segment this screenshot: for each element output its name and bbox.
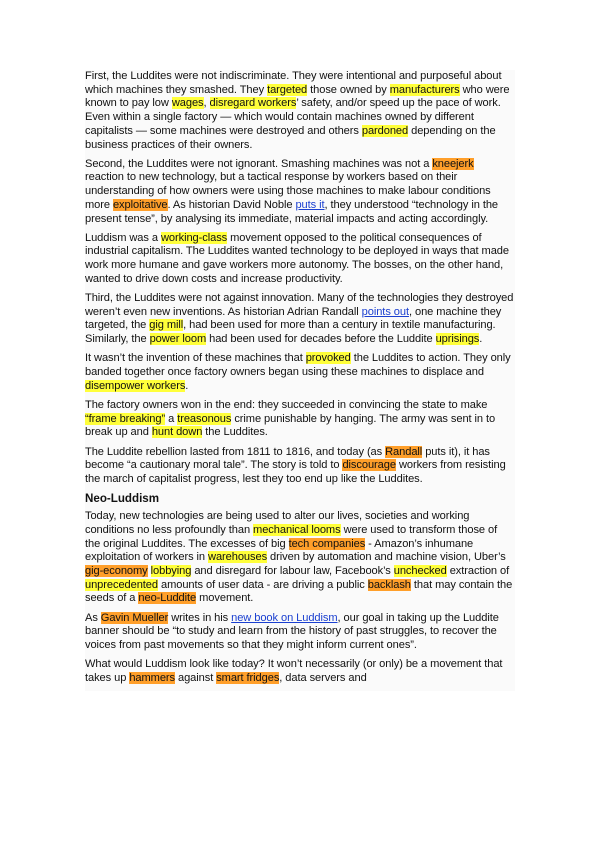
text: reaction to new technology, but a tactical response by workers based on their understanding of how owners were using those machines to make labour conditions more [85, 171, 491, 211]
highlight: lobbying [150, 565, 192, 577]
text: , one machine they targeted, the [85, 305, 502, 332]
paragraph-3 [85, 232, 515, 287]
highlight: smart fridges [216, 671, 280, 684]
text: Luddism was a [85, 231, 161, 244]
paragraph-4 [85, 292, 515, 347]
text: , our goal in taking up the Luddite banner should be “to study and learn from the history of past struggles, to recover the voices from past movements so that they might inform current ones”. [85, 611, 499, 652]
text: depending on the business practices of their owners. [85, 124, 496, 151]
text: . [185, 379, 189, 392]
paragraph-6 [85, 399, 515, 440]
text: workers from resisting the march of capitalist progress, lest they too end up like the Luddites. [85, 459, 506, 485]
text: puts it), it has become “a cautionary moral tale”. The story is told to [85, 445, 490, 472]
highlight: kneejerk [432, 157, 474, 170]
text: amounts of user data - are driving a public [157, 578, 368, 591]
highlight: manufacturers [389, 83, 460, 96]
highlight: hunt down [151, 426, 203, 439]
text: - Amazon’s inhumane exploitation of workers in [85, 537, 474, 564]
paragraph-1 [85, 70, 515, 152]
highlight: backlash [367, 578, 411, 591]
highlight: “frame breaking” [85, 412, 166, 425]
text: the Luddites to action. They only banded together once factory owners began using these machines to displace and [85, 352, 511, 379]
text: who were known to pay low [85, 83, 510, 110]
text: Third, the Luddites were not against innovation. Many of the technologies they destroyed weren’t even new inventions. As historian Adrian Randall [85, 292, 514, 318]
highlight: pardoned [361, 124, 409, 137]
text: had been used for decades before the Luddite [206, 333, 436, 346]
text: writes in his [168, 611, 232, 624]
text: , [203, 97, 210, 110]
text: a [165, 412, 178, 425]
highlight: uprisings [435, 333, 480, 346]
text: the Luddites. [202, 426, 268, 439]
highlight: disempower workers [85, 379, 186, 392]
text: extraction of [446, 565, 510, 577]
text: , data servers and [279, 671, 367, 684]
highlight: power loom [149, 333, 207, 346]
text: . [479, 333, 483, 346]
highlight: Randall [385, 445, 423, 458]
highlight: targeted [267, 83, 308, 96]
highlight: mechanical looms [253, 523, 341, 536]
text: ’ safety, and/or speed up the pace of work. Even within a single factory — which would contain machines owned by different capitalists — some machines were destroyed and others [85, 97, 501, 137]
text: What would Luddism look like today? It won’t necessarily (or only) be a movement that takes up [85, 658, 503, 684]
text: driven by automation and machine vision, Uber’s [267, 551, 506, 564]
highlight: exploitative [112, 198, 168, 211]
text: that may contain the seeds of a [85, 578, 513, 605]
paragraph-9 [85, 612, 515, 653]
paragraph-2 [85, 158, 515, 227]
highlight: gig mill [149, 319, 184, 332]
text: those owned by [307, 83, 390, 96]
text: The factory owners won in the end: they succeeded in convincing the state to make [85, 398, 488, 411]
highlight: unchecked [393, 565, 447, 577]
puts-it-link[interactable]: puts it [295, 198, 325, 211]
highlight: neo-Luddite [138, 592, 197, 605]
highlight: Gavin Mueller [100, 611, 169, 624]
text: . As historian David Noble [167, 198, 296, 211]
points-out-link[interactable]: points out [361, 305, 409, 318]
text: were used to transform those of the original Luddites. The excesses of big [85, 523, 498, 550]
section-heading: Neo-Luddism [85, 492, 160, 506]
paragraph-10 [85, 658, 515, 685]
text: It wasn’t the invention of these machines that [85, 352, 306, 365]
highlight: hammers [129, 671, 175, 684]
highlight: treasonous [177, 412, 232, 425]
text: movement opposed to the political consequences of industrial capitalism. The Luddites wanted technology to be deployed in ways that made work more humane and gave workers more autonomy. The bosses, on the other hand, wanted to drive down costs and increase productivity. [85, 231, 509, 285]
highlight: working-class [160, 231, 228, 244]
text: against [175, 671, 217, 684]
text: As [85, 611, 101, 624]
highlight: unprecedented [85, 578, 158, 591]
text: crime punishable by hanging. The army was sent in to break up and [85, 412, 496, 439]
highlight: disregard workers [209, 97, 297, 110]
article-body [85, 70, 515, 691]
new-book-link[interactable]: new book on Luddism [231, 611, 338, 624]
text: movement. [196, 592, 254, 605]
text: Today, new technologies are being used to alter our lives, societies and working conditions no less profoundly than [85, 510, 470, 536]
highlight: gig-economy [85, 565, 148, 577]
paragraph-7 [85, 446, 515, 487]
paragraph-5 [85, 352, 515, 393]
text: , they understood “technology in the present tense”, by analysing its immediate, material impacts and acting accordingly. [85, 198, 499, 225]
highlight: discourage [342, 459, 396, 472]
highlight: provoked [305, 352, 351, 365]
text: Second, the Luddites were not ignorant. Smashing machines was not a [85, 157, 433, 170]
highlight: warehouses [208, 551, 268, 564]
text: First, the Luddites were not indiscriminate. They were intentional and purposeful about which machines they smashed. They [85, 70, 502, 96]
highlight: wages [171, 97, 204, 110]
highlight: tech companies [288, 537, 366, 550]
paragraph-8 [85, 510, 515, 606]
text: and disregard for labour law, Facebook’s [191, 565, 394, 577]
text: The Luddite rebellion lasted from 1811 to 1816, and today (as [85, 445, 386, 458]
text: , had been used for more than a century in textile manufacturing. Similarly, the [85, 319, 496, 346]
